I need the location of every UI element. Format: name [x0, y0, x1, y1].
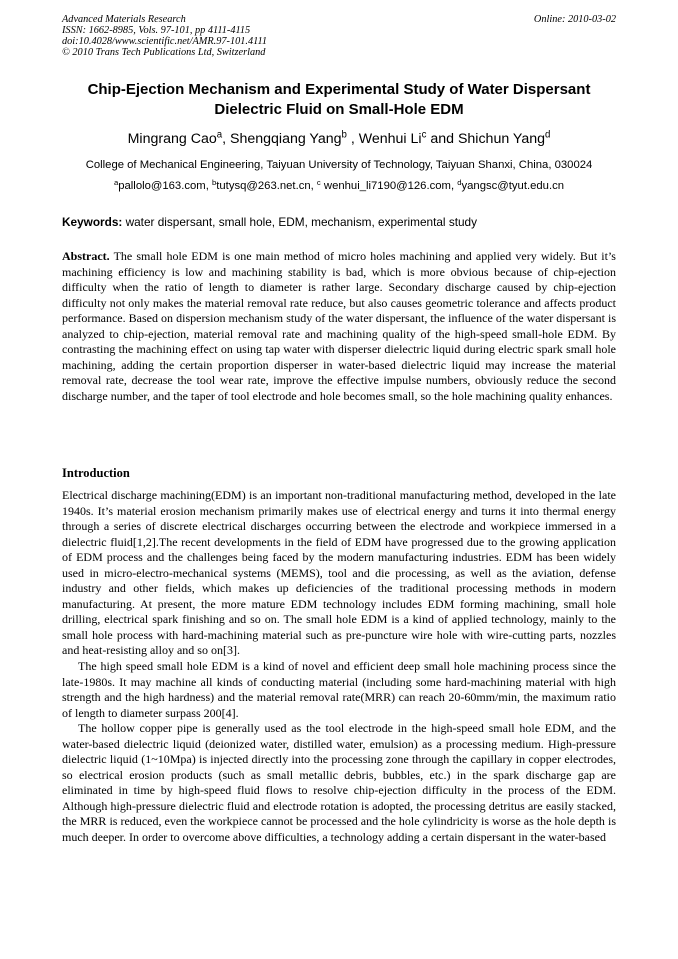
intro-paragraph-2: The high speed small hole EDM is a kind of novel and efficient deep small hole machining process since the late-1980s. It may machine all kinds of conducting material (including some hard-machining material with high strength and the high hardness) and the material removal rate(MRR) can reach 20-60mm/min, the maximum ratio of length to diameter surpass 200[4].: [62, 659, 616, 720]
journal-header: [62, 14, 616, 58]
affiliation: College of Mechanical Engineering, Taiyuan University of Technology, Taiyuan Shanxi, China, 030024: [85, 159, 593, 171]
author-separator: ,: [346, 131, 359, 147]
keywords-text: water dispersant, small hole, EDM, mechanism, experimental study: [125, 215, 478, 229]
email-mark: c: [316, 177, 321, 187]
author-name: Mingrang Cao: [127, 131, 217, 147]
author-name: Shichun Yang: [457, 131, 545, 147]
intro-paragraph-3: The hollow copper pipe is generally used as the tool electrode in the high-speed small hole EDM, and the water-based dielectric liquid (deionized water, distilled water, emulsion) as a processing medium. High-pressure dielectric liquid (1~10Mpa) is injected directly into the processing zone through the capillary in copper electrodes, so electrical erosion products (such as small metallic debris, bubbles, etc.) in the spark discharge gap are eliminated in time by high-speed fluid flows to resolve chip-ejection difficulty in the process of the EDM. Although high-pressure dielectric fluid and electrode rotation is adopted, the processing detritus are easily stacked, the MRR is reduced, even the workpiece cannot be processed and the hole cylindricity is worse as the hole depth is much deeper. In order to overcome above difficulties, a technology adding a certain dispersant in the water-based: [62, 721, 616, 845]
author-affiliation-mark: c: [421, 129, 427, 141]
issn-line: ISSN: 1662-8985, Vols. 97-101, pp 4111-4115: [62, 25, 251, 36]
abstract-text: The small hole EDM is one main method of micro holes machining and applied very widely. But it’s machining efficiency is low and machining stability is bad, which is more obvious because of chip-ejection difficulty when the ratio of length to diameter is rather large. Secondary discharge caused by chip-ejection difficulty not only makes the material removal rate reduce, but also causes geometric tolerance and affects product performance. Based on dispersion mechanism study of the water dispersant, the influence of the water dispersant is analyzed to chip-ejection, material removal rate and machining quality of the high-speed small-hole EDM. By contrasting the machining effect on using tap water with disperser dielectric liquid during electric spark small hole machining, adding the certain proportion disperser in water-based dielectric liquid may increase the material removal rate, decrease the tool wear rate, improve the effective impulse numbers, obviously reduce the second discharge number, and the taper of tool electrode and hole becomes small, so the hole machining quality enhances.: [62, 249, 616, 403]
abstract-label: Abstract.: [62, 249, 110, 263]
title-line-1: Chip-Ejection Mechanism and Experimental Study of Water Dispersant: [87, 81, 591, 98]
paper-title: [62, 80, 616, 120]
author-name: Wenhui Li: [358, 131, 422, 147]
author-affiliation-mark: a: [216, 129, 223, 141]
email-address[interactable]: pallolo@163.com: [118, 180, 206, 192]
email-mark: d: [457, 177, 462, 187]
copyright-line: © 2010 Trans Tech Publications Ltd, Switzerland: [62, 47, 266, 58]
keywords-line: [62, 215, 616, 229]
email-address[interactable]: tutysq@263.net.cn: [216, 180, 311, 192]
email-address[interactable]: wenhui_li7190@126.com: [323, 180, 451, 192]
author-affiliation-mark: d: [545, 129, 551, 141]
section-heading-introduction: Introduction: [62, 466, 130, 480]
email-list: [62, 178, 616, 194]
email-separator: ,: [205, 180, 212, 192]
introduction-body: [62, 488, 616, 846]
journal-name: Advanced Materials Research: [62, 14, 186, 25]
online-date: Online: 2010-03-02: [533, 14, 616, 25]
doi-line: doi:10.4028/www.scientific.net/AMR.97-101.4111: [62, 36, 268, 47]
email-mark: a: [113, 177, 119, 187]
email-separator: ,: [310, 180, 317, 192]
keywords-label: Keywords:: [62, 215, 123, 229]
author-separator: ,: [222, 131, 230, 147]
email-address[interactable]: yangsc@tyut.edu.cn: [461, 180, 565, 192]
author-list: [62, 129, 616, 149]
abstract-paragraph: [62, 249, 616, 404]
author-affiliation-mark: b: [341, 129, 347, 141]
author-separator: and: [426, 131, 458, 147]
intro-paragraph-1: Electrical discharge machining(EDM) is an important non-traditional manufacturing method, developed in the late 1940s. It’s material erosion mechanism primarily makes use of electrical energy and turns it into thermal energy through a series of discrete electrical discharges occurring between the electrode and workpiece immersed in a dielectric fluid[1,2].The recent developments in the field of EDM have progressed due to the growing application of EDM process and the challenges being faced by the modern manufacturing industries. EDM has been widely used in micro-electro-mechanical systems (MEMS), tool and die processing, as well as the aviation, defense industry and other fields, which makes up deficiencies of the traditional processing methods in modern manufacturing. At present, the more mature EDM technology includes EDM forming machining, small hole drilling, electrical spark finishing and so on. The small hole EDM is a kind of applied technology, mainly to the small hole process with hard-machining material such as pre-puncture wire hole with wire-cutting parts, nozzles and heat-resisting alloy and so on[3].: [62, 488, 616, 658]
email-separator: ,: [450, 180, 458, 192]
author-name: Shengqiang Yang: [230, 131, 342, 147]
email-mark: b: [211, 177, 217, 187]
title-line-2: Dielectric Fluid on Small-Hole EDM: [214, 101, 464, 118]
